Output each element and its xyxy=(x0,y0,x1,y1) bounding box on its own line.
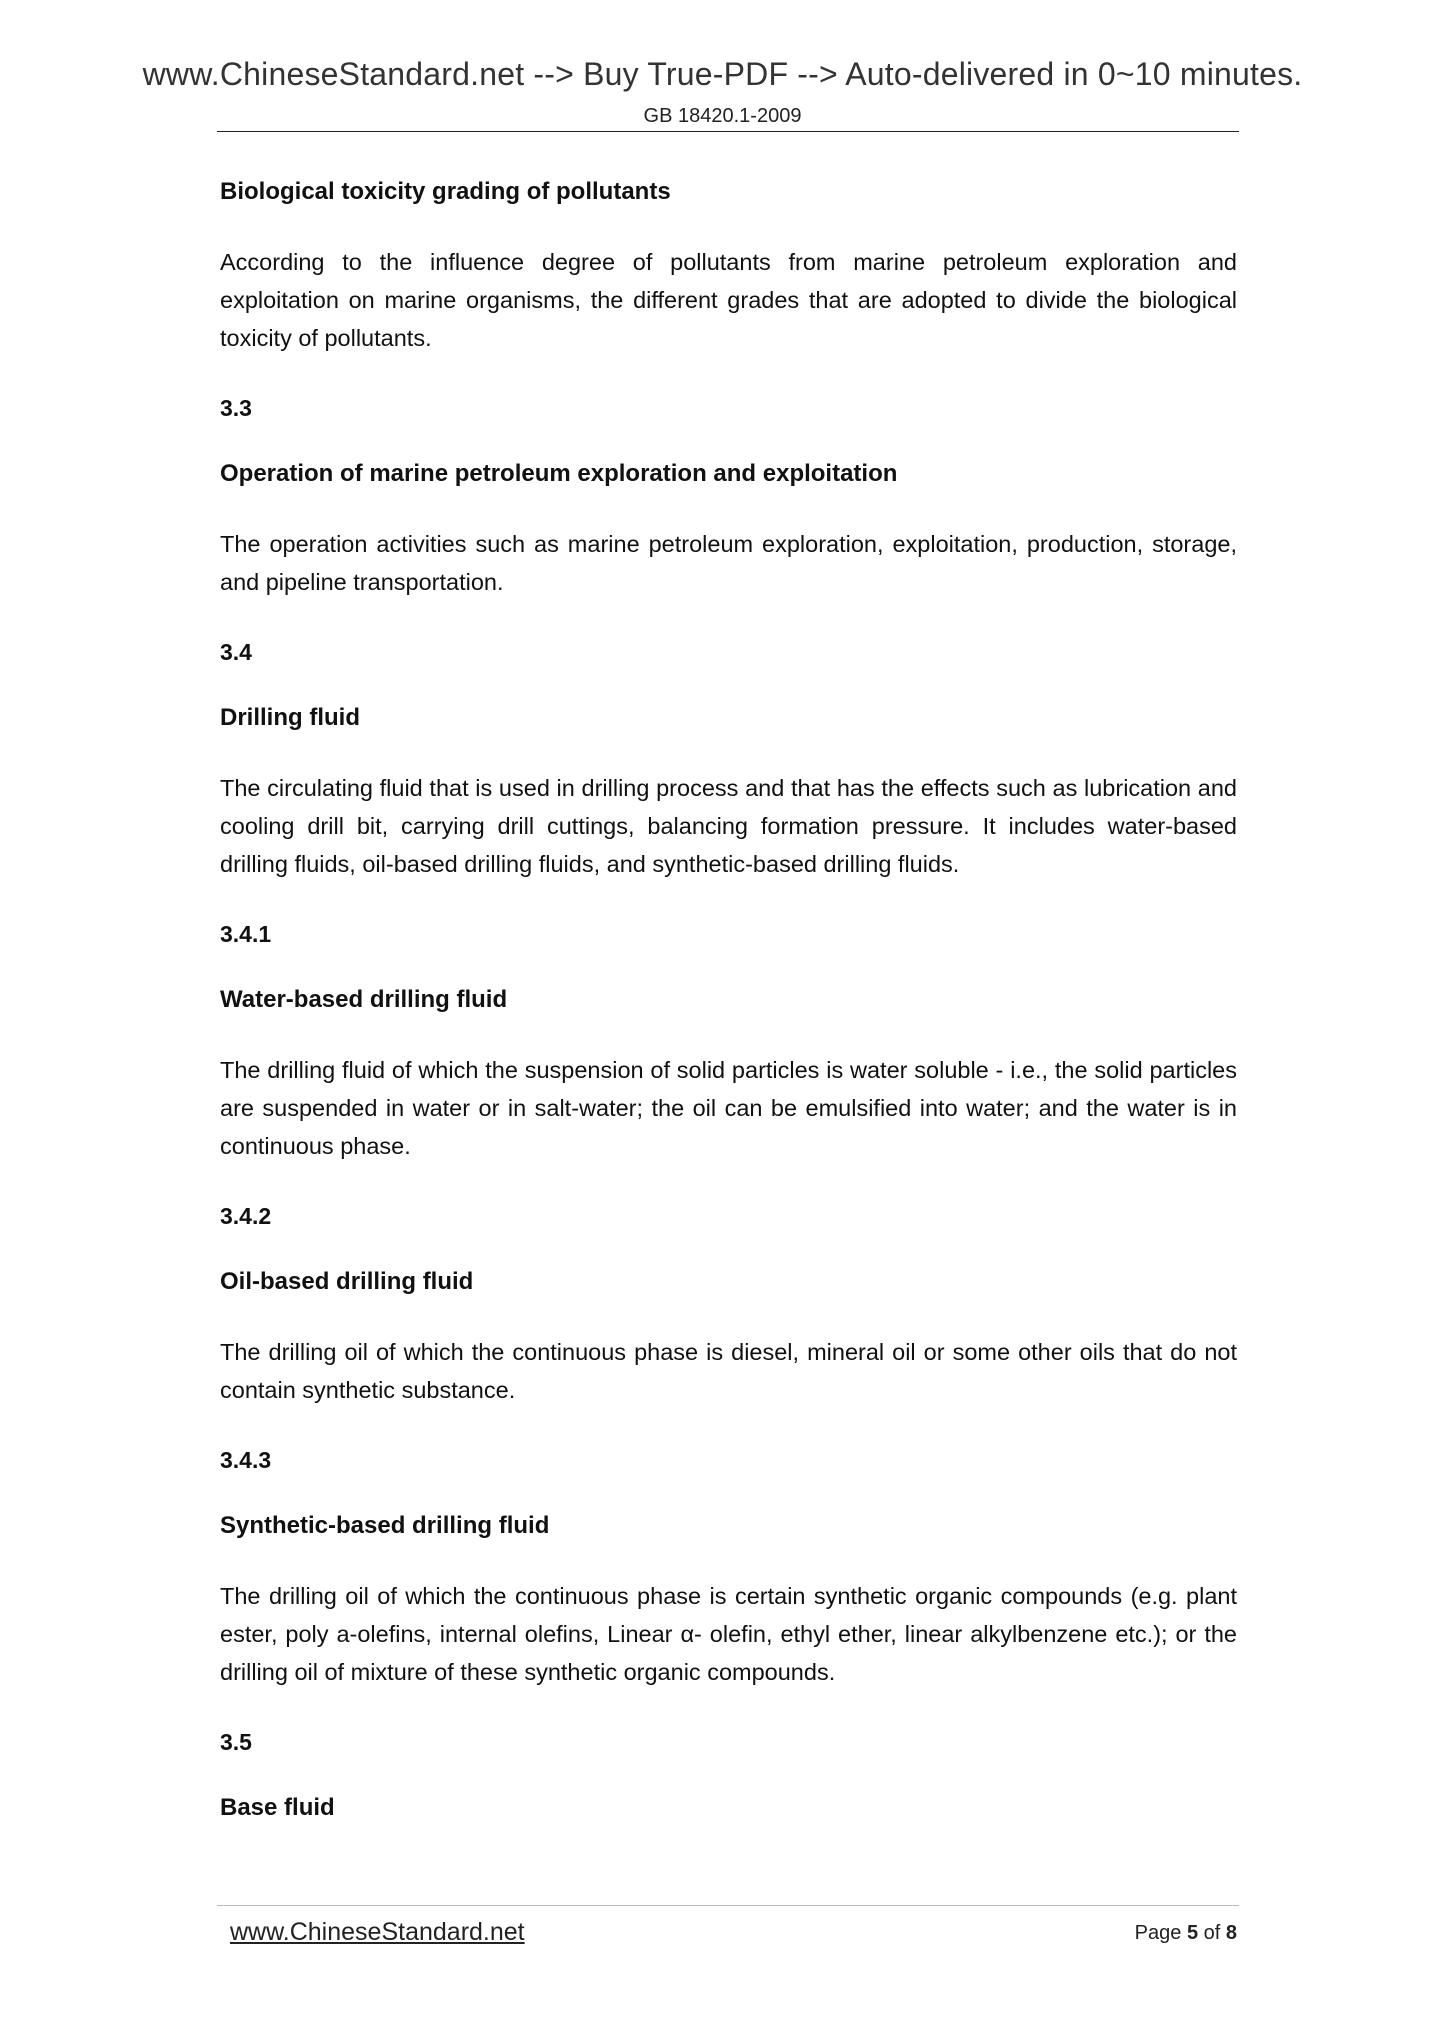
clause-number-3-4: 3.4 xyxy=(220,639,252,665)
clause-number-3-3: 3.3 xyxy=(220,395,252,421)
footer-divider xyxy=(217,1905,1239,1906)
page-number xyxy=(1135,1922,1237,1945)
term-definition-biological-toxicity: According to the influence degree of pollutants from marine petroleum exploration and exploitation on marine organisms, the different grades that are adopted to divide the biological toxicity of pollutants. xyxy=(220,249,1237,351)
term-heading-base-fluid: Base fluid xyxy=(220,1794,335,1821)
clause-number-3-5: 3.5 xyxy=(220,1729,252,1755)
header-divider xyxy=(217,131,1239,132)
term-heading-synthetic-based: Synthetic-based drilling fluid xyxy=(220,1512,550,1539)
term-heading-biological-toxicity: Biological toxicity grading of pollutants xyxy=(220,178,671,205)
term-definition-drilling-fluid: The circulating fluid that is used in drilling process and that has the effects such as lubrication and cooling drill bit, carrying drill cuttings, balancing formation pressure. It includes water-based drilling fluids, oil-based drilling fluids, and synthetic-based drilling fluids. xyxy=(220,775,1237,877)
document-body xyxy=(220,177,1237,1859)
page-of: of xyxy=(1203,1922,1221,1944)
term-heading-water-based: Water-based drilling fluid xyxy=(220,986,508,1013)
site-banner: www.ChineseStandard.net --> Buy True-PDF --> Auto-delivered in 0~10 minutes. xyxy=(142,56,1303,92)
term-heading-oil-based: Oil-based drilling fluid xyxy=(220,1268,474,1295)
clause-number-3-4-2: 3.4.2 xyxy=(220,1203,272,1229)
clause-number-3-4-3: 3.4.3 xyxy=(220,1447,272,1473)
page-current: 5 xyxy=(1186,1922,1199,1944)
page-label: Page xyxy=(1134,1922,1182,1944)
term-definition-synthetic-based: The drilling oil of which the continuous phase is certain synthetic organic compounds (e.g. plant ester, poly a-olefins, internal olefins, Linear α- olefin, ethyl ether, linear alkylbenzene etc.); or the drilling oil of mixture of these synthetic organic compounds. xyxy=(220,1583,1237,1685)
term-definition-oil-based: The drilling oil of which the continuous phase is diesel, mineral oil or some other oils that do not contain synthetic substance. xyxy=(220,1339,1237,1403)
page-total: 8 xyxy=(1225,1922,1237,1944)
term-heading-drilling-fluid: Drilling fluid xyxy=(220,704,360,731)
standard-code: GB 18420.1-2009 xyxy=(643,105,802,127)
term-definition-operation: The operation activities such as marine petroleum exploration, exploitation, production, storage, and pipeline transportation. xyxy=(220,531,1237,595)
term-heading-operation: Operation of marine petroleum exploration and exploitation xyxy=(220,460,898,487)
clause-number-3-4-1: 3.4.1 xyxy=(220,921,272,947)
footer-site-link[interactable]: www.ChineseStandard.net xyxy=(230,1918,525,1946)
term-definition-water-based: The drilling fluid of which the suspension of solid particles is water soluble - i.e., the solid particles are suspended in water or in salt-water; the oil can be emulsified into water; and the water is in continuous phase. xyxy=(220,1057,1237,1159)
